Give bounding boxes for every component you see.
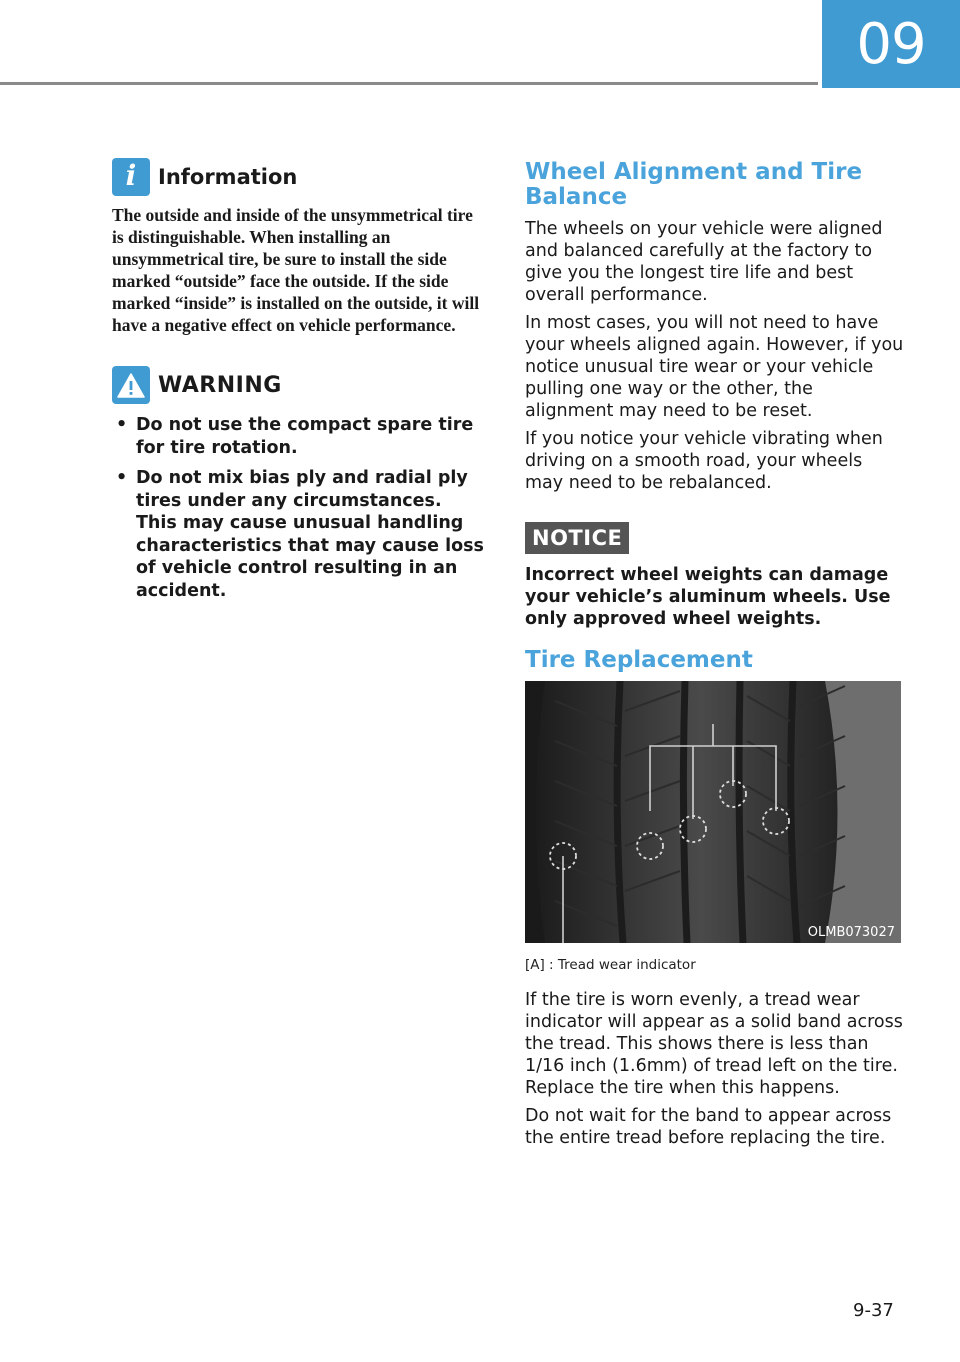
tire-tread-illustration	[525, 681, 901, 943]
chapter-tab	[822, 0, 960, 88]
tire-tread-figure	[525, 681, 901, 943]
warning-item: • Do not mix bias ply and radial ply tires under any circumstances. This may cause unusual handling characteristics that may cause loss of vehicle control resulting in an accident.	[112, 467, 488, 602]
alignment-title: Wheel Alignment and Tire Balance	[525, 159, 863, 210]
info-header	[112, 158, 488, 196]
warning-list	[112, 414, 488, 602]
replacement-paragraph: Do not wait for the band to appear across the entire tread before replacing the tire.	[525, 1106, 892, 1148]
left-column	[112, 158, 488, 610]
info-body: The outside and inside of the unsymmetrical tire is distinguishable. When installing an unsymmetrical tire, be sure to install the side marked “outside” face the outside. If the side marked “inside” is installed on the outside, it will have a negative effect on vehicle performance.	[112, 205, 480, 335]
alignment-paragraph: The wheels on your vehicle were aligned and balanced carefully at the factory to give you the longest tire life and best overall performance.	[525, 219, 883, 305]
chapter-number: 09	[856, 11, 926, 77]
notice-label: NOTICE	[525, 522, 629, 554]
warning-title: WARNING	[158, 372, 282, 398]
notice-body: Incorrect wheel weights can damage your vehicle’s aluminum wheels. Use only approved wheel weights.	[525, 565, 891, 629]
replacement-paragraph: If the tire is worn evenly, a tread wear indicator will appear as a solid band across the tread. This shows there is less than 1/16 inch (1.6mm) of tread left on the tire. Replace the tire when this happens.	[525, 990, 903, 1098]
alignment-paragraph: If you notice your vehicle vibrating when driving on a smooth road, your wheels may need to be rebalanced.	[525, 429, 883, 493]
replacement-title: Tire Replacement	[525, 647, 753, 673]
information-icon: i	[112, 158, 150, 196]
header-rule	[0, 82, 818, 85]
alignment-paragraph: In most cases, you will not need to have your wheels aligned again. However, if you notice unusual tire wear or your vehicle pulling one way or the other, the alignment may need to be reset.	[525, 313, 904, 421]
page-number: 9-37	[853, 1300, 894, 1321]
right-column	[525, 160, 905, 1155]
figure-code: OLMB073027	[807, 925, 895, 940]
warning-triangle-icon	[112, 366, 150, 404]
warning-item: • Do not use the compact spare tire for tire rotation.	[112, 414, 488, 459]
warning-header	[112, 366, 488, 404]
info-title: Information	[158, 165, 298, 189]
figure-caption: [A] : Tread wear indicator	[525, 957, 696, 973]
